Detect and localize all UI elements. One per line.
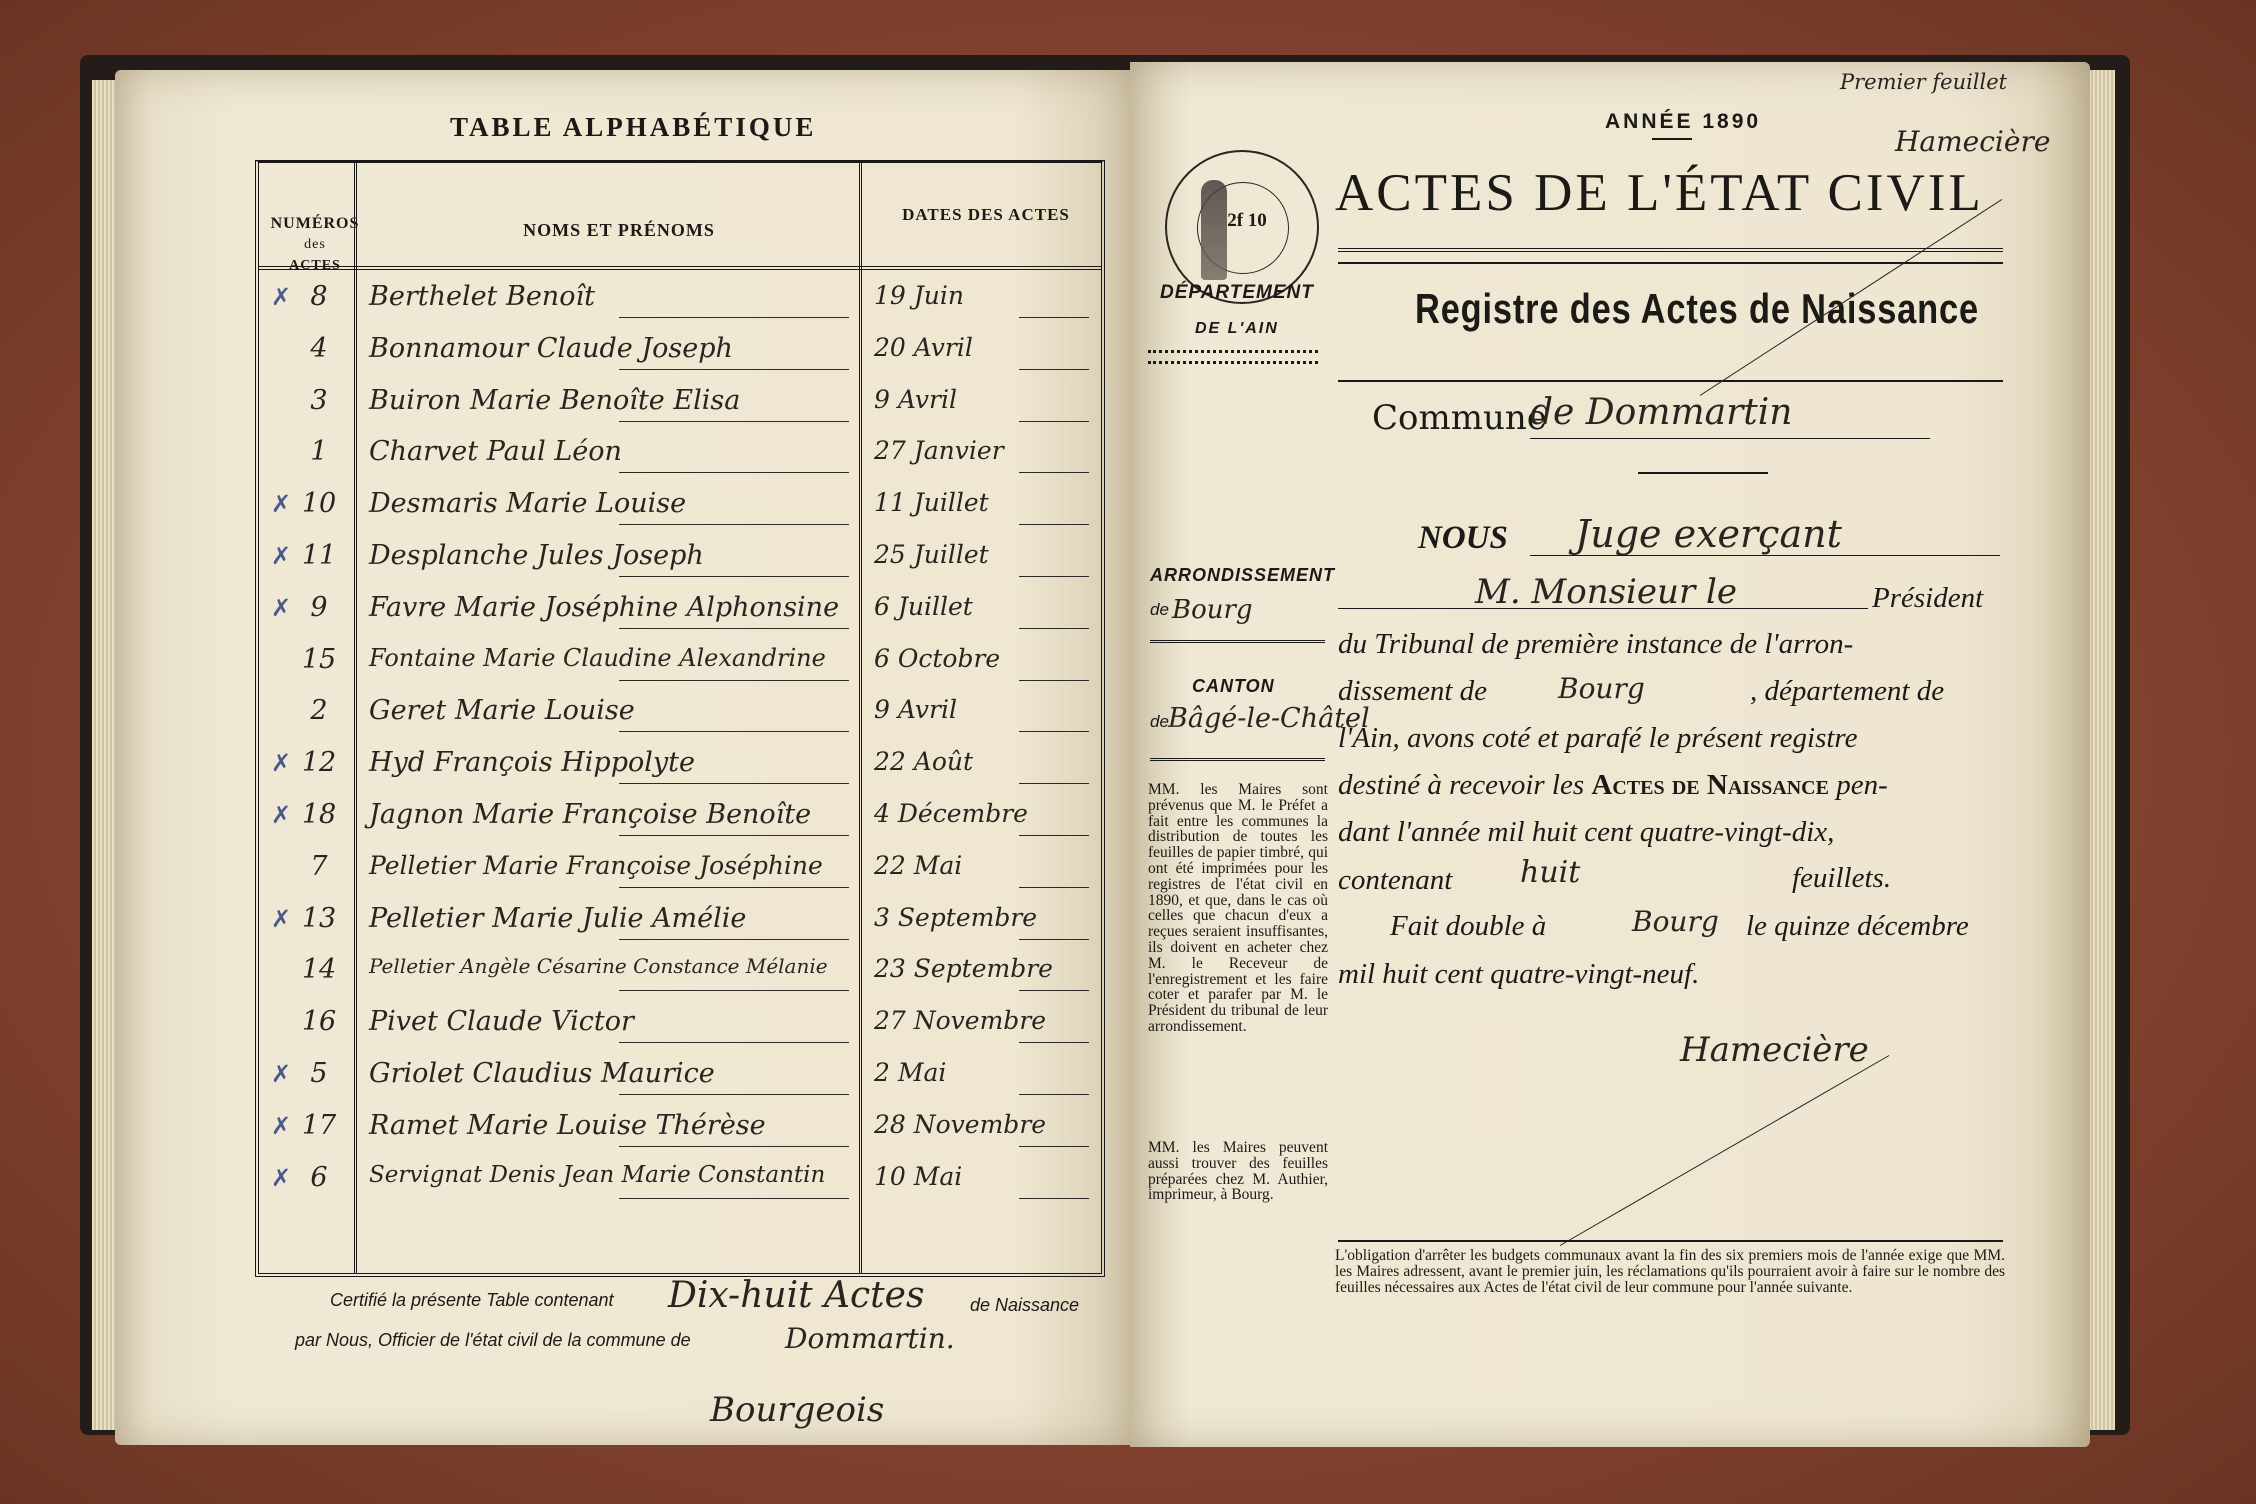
table-row — [259, 281, 1101, 333]
checkmark-icon: ✗ — [271, 285, 292, 311]
row-rule — [1019, 887, 1089, 888]
row-name: Servignat Denis Jean Marie Constantin — [369, 1161, 826, 1188]
row-date: 27 Novembre — [874, 1006, 1047, 1036]
table-row — [259, 540, 1101, 592]
nous-value: Juge exerçant — [1575, 512, 1842, 556]
row-rule — [619, 835, 849, 836]
stamp-value: 2f 10 — [1227, 210, 1267, 231]
row-number: 6 — [310, 1161, 328, 1193]
row-number: 16 — [301, 1006, 337, 1038]
checkmark-icon: ✗ — [271, 906, 292, 933]
row-number: 18 — [301, 799, 337, 830]
row-number: 11 — [301, 540, 337, 571]
para-line6 — [1338, 769, 1888, 802]
row-rule — [1019, 524, 1089, 525]
checkmark-icon: ✗ — [271, 492, 292, 519]
arrondissement-label: ARRONDISSEMENT — [1150, 565, 1336, 585]
annotation-premier-feuillet: Premier feuillet — [1840, 70, 2008, 94]
row-rule — [1019, 628, 1089, 629]
row-rule — [619, 1094, 849, 1095]
cert-handwritten-count: Dix-huit Actes — [668, 1275, 925, 1316]
row-rule — [1019, 731, 1089, 732]
row-date: 27 Janvier — [874, 436, 1004, 466]
row-rule — [1019, 990, 1089, 991]
para-line6b: pen- — [1836, 769, 1888, 801]
side-note-maires: MM. les Maires sont prévenus que M. le Préfet a fait entre les communes la distribution de toutes les feuilles de papier timbré, qui ont été imprimées pour les registres de l'état civil en 1890, et que, dans le cas où celles que chacun d'eux a reçues seraient insuffisantes, ils doivent en acheter chez M. le Receveur de l'enregistrement et les faire coter et parafer par M. le Président du tribunal de leur arrondissement. — [1148, 781, 1328, 1035]
year-heading: ANNÉE 1890 — [1605, 110, 1762, 133]
checkmark-icon: ✗ — [271, 1062, 292, 1088]
table-row — [259, 592, 1101, 644]
row-number: 4 — [310, 332, 328, 364]
table-row — [259, 385, 1101, 437]
table-row — [259, 695, 1101, 747]
row-name: Griolet Claudius Maurice — [369, 1058, 715, 1089]
cert-text-1: Certifié la présente Table contenant — [330, 1290, 614, 1310]
line2-rule — [1338, 608, 1868, 609]
president-label: Président — [1872, 582, 1984, 614]
row-date: 6 Octobre — [874, 643, 1001, 673]
row-rule — [619, 472, 849, 473]
row-date: 23 Septembre — [874, 954, 1053, 984]
right-signature: Hamecière — [1680, 1030, 1869, 1070]
checkmark-icon: ✗ — [271, 544, 292, 570]
row-rule — [1019, 1042, 1089, 1043]
row-date: 9 Avril — [874, 384, 957, 414]
para-line4-value: Bourg — [1558, 672, 1645, 705]
row-name: Desmaris Marie Louise — [369, 488, 687, 520]
row-date: 6 Juillet — [874, 591, 973, 621]
nous-line — [1530, 555, 2000, 556]
row-date: 9 Avril — [874, 695, 957, 725]
row-number: 1 — [310, 436, 328, 468]
nous-label: NOUS — [1418, 520, 1508, 556]
row-rule — [619, 421, 849, 422]
row-name: Berthelet Benoît — [369, 281, 595, 312]
commune-label: Commune — [1372, 398, 1547, 438]
departement-name: DE L'AIN — [1195, 320, 1279, 337]
header-numeros-line2: des — [304, 237, 326, 252]
row-name: Desplanche Jules Joseph — [369, 540, 704, 571]
canton-label: CANTON — [1192, 676, 1275, 696]
footnote: L'obligation d'arrêter les budgets communaux avant la fin des six premiers mois de l'année exige que MM. les Maires adressent, avant le premier juin, les réclamations qu'ils pourraient avoir à faire sur le nombre des feuilles nécessaires aux Actes de l'état civil de leur commune pour l'année suivante. — [1335, 1247, 2005, 1296]
checkmark-icon: ✗ — [271, 595, 292, 622]
row-name: Favre Marie Joséphine Alphonsine — [369, 591, 840, 623]
para-line9a: Fait double à — [1390, 910, 1547, 942]
row-name: Pelletier Angèle Césarine Constance Mélanie — [369, 954, 828, 979]
row-date: 4 Décembre — [874, 799, 1028, 828]
header-dates: DATES DES ACTES — [902, 205, 1070, 224]
table-row — [259, 1162, 1101, 1214]
side-note-authier: MM. les Maires peuvent aussi trouver des feuilles préparées chez M. Authier, imprimeur, à Bourg. — [1148, 1139, 1328, 1204]
table-row — [259, 644, 1101, 696]
row-rule — [619, 1042, 849, 1043]
header-noms: NOMS ET PRÉNOMS — [523, 220, 715, 240]
title-rule — [1338, 248, 2003, 252]
para-line10: mil huit cent quatre-vingt-neuf. — [1338, 958, 1700, 990]
para-line6a: destiné à recevoir les — [1338, 769, 1585, 801]
row-name: Pelletier Marie Françoise Joséphine — [369, 850, 823, 880]
commune-value: de Dommartin — [1530, 392, 1793, 433]
row-name: Geret Marie Louise — [369, 695, 635, 727]
row-rule — [619, 1198, 849, 1199]
table-row — [259, 903, 1101, 955]
table-row — [259, 851, 1101, 903]
names-table — [255, 160, 1105, 1277]
para-line4b: , département de — [1750, 675, 1945, 707]
canton-de: de — [1150, 712, 1169, 731]
row-rule — [1019, 317, 1089, 318]
canton-value: Bâgé-le-Châtel — [1168, 703, 1370, 734]
row-number: 2 — [310, 695, 328, 727]
table-row — [259, 333, 1101, 385]
row-number: 8 — [310, 281, 328, 312]
row-name: Jagnon Marie Françoise Benoîte — [369, 799, 812, 830]
cert-handwritten-commune: Dommartin. — [785, 1322, 955, 1355]
row-rule — [1019, 472, 1089, 473]
row-number: 9 — [310, 591, 328, 623]
canton-rule — [1150, 758, 1325, 761]
row-rule — [619, 783, 849, 784]
row-rule — [619, 1146, 849, 1147]
para-line9-value: Bourg — [1632, 905, 1719, 938]
left-signature: Bourgeois — [710, 1390, 885, 1430]
table-row — [259, 1058, 1101, 1110]
table-title: TABLE ALPHABÉTIQUE — [450, 112, 817, 142]
row-date: 10 Mai — [874, 1161, 963, 1191]
row-rule — [619, 939, 849, 940]
departement-label: DÉPARTEMENT — [1160, 282, 1314, 303]
row-name: Ramet Marie Louise Thérèse — [369, 1109, 766, 1141]
register-rule — [1338, 380, 2003, 382]
row-rule — [619, 680, 849, 681]
line2-value: M. Monsieur le — [1475, 572, 1738, 612]
row-name: Pivet Claude Victor — [369, 1006, 634, 1038]
header-divider — [259, 266, 1101, 270]
row-rule — [1019, 1198, 1089, 1199]
checkmark-icon: ✗ — [271, 1113, 292, 1140]
arrondissement-rule — [1150, 640, 1325, 643]
table-row — [259, 488, 1101, 540]
para-line4a: dissement de — [1338, 675, 1487, 707]
header-numeros-line3: ACTES — [289, 258, 341, 273]
row-rule — [619, 369, 849, 370]
row-rule — [1019, 835, 1089, 836]
row-number: 17 — [301, 1109, 337, 1141]
checkmark-icon: ✗ — [271, 751, 292, 778]
row-date: 19 Juin — [874, 281, 964, 310]
table-row — [259, 1110, 1101, 1162]
arrondissement-de: de — [1150, 600, 1169, 619]
table-row — [259, 954, 1101, 1006]
para-line3: du Tribunal de première instance de l'arron- — [1338, 628, 1854, 660]
cert-text-2: de Naissance — [970, 1295, 1080, 1315]
row-rule — [619, 990, 849, 991]
main-title: ACTES DE L'ÉTAT CIVIL — [1335, 164, 1984, 222]
row-rule — [619, 887, 849, 888]
checkmark-icon: ✗ — [271, 1165, 292, 1192]
table-row — [259, 436, 1101, 488]
row-name: Pelletier Marie Julie Amélie — [369, 902, 747, 934]
decorative-divider — [1148, 350, 1318, 364]
row-number: 10 — [301, 488, 337, 520]
checkmark-icon: ✗ — [271, 803, 292, 829]
row-number: 13 — [301, 902, 337, 934]
register-title: Registre des Actes de Naissance — [1415, 285, 1979, 332]
arrondissement-value: Bourg — [1172, 595, 1253, 625]
row-name: Hyd François Hippolyte — [369, 747, 695, 779]
footnote-rule — [1338, 1240, 2003, 1242]
table-row — [259, 799, 1101, 851]
row-rule — [1019, 1146, 1089, 1147]
row-rule — [1019, 369, 1089, 370]
row-rule — [619, 731, 849, 732]
row-date: 22 Mai — [874, 850, 963, 880]
para-line7: dant l'année mil huit cent quatre-vingt-dix, — [1338, 816, 1835, 848]
row-rule — [1019, 576, 1089, 577]
row-rule — [1019, 939, 1089, 940]
cert-text-3: par Nous, Officier de l'état civil de la commune de — [295, 1330, 691, 1350]
row-date: 3 Septembre — [874, 902, 1038, 932]
row-rule — [619, 524, 849, 525]
para-line8b: feuillets. — [1792, 862, 1892, 894]
header-numeros — [265, 213, 365, 276]
table-row — [259, 747, 1101, 799]
row-rule — [1019, 783, 1089, 784]
row-number: 12 — [301, 747, 337, 779]
para-line5: l'Ain, avons coté et parafé le présent registre — [1338, 722, 1858, 754]
row-rule — [619, 576, 849, 577]
row-rule — [1019, 421, 1089, 422]
row-date: 25 Juillet — [874, 540, 989, 569]
row-rule — [619, 317, 849, 318]
row-number: 14 — [301, 954, 337, 986]
row-number: 7 — [310, 850, 328, 882]
row-number: 3 — [310, 384, 328, 416]
row-name: Bonnamour Claude Joseph — [369, 332, 733, 364]
row-number: 5 — [310, 1058, 328, 1089]
row-rule — [1019, 680, 1089, 681]
row-rule — [619, 628, 849, 629]
table-row — [259, 1006, 1101, 1058]
year-underline — [1652, 138, 1692, 140]
row-number: 15 — [301, 643, 337, 675]
commune-line — [1530, 438, 1930, 439]
commune-ornament — [1638, 472, 1768, 474]
row-date: 2 Mai — [874, 1058, 947, 1087]
para-line8-value: huit — [1520, 855, 1581, 890]
para-line6-caps: Actes de Naissance — [1591, 769, 1829, 801]
header-numeros-line1: NUMÉROS — [270, 215, 360, 232]
row-date: 20 Avril — [874, 332, 973, 362]
para-line9b: le quinze décembre — [1746, 910, 1969, 942]
row-name: Charvet Paul Léon — [369, 436, 622, 468]
row-date: 28 Novembre — [874, 1109, 1047, 1139]
row-name: Buiron Marie Benoîte Elisa — [369, 384, 741, 416]
row-rule — [1019, 1094, 1089, 1095]
row-date: 11 Juillet — [874, 488, 989, 518]
tax-stamp — [1165, 150, 1319, 304]
para-line8a: contenant — [1338, 864, 1453, 896]
row-date: 22 Août — [874, 747, 974, 777]
annotation-signature: Hamecière — [1895, 125, 2051, 158]
row-name: Fontaine Marie Claudine Alexandrine — [369, 643, 826, 672]
